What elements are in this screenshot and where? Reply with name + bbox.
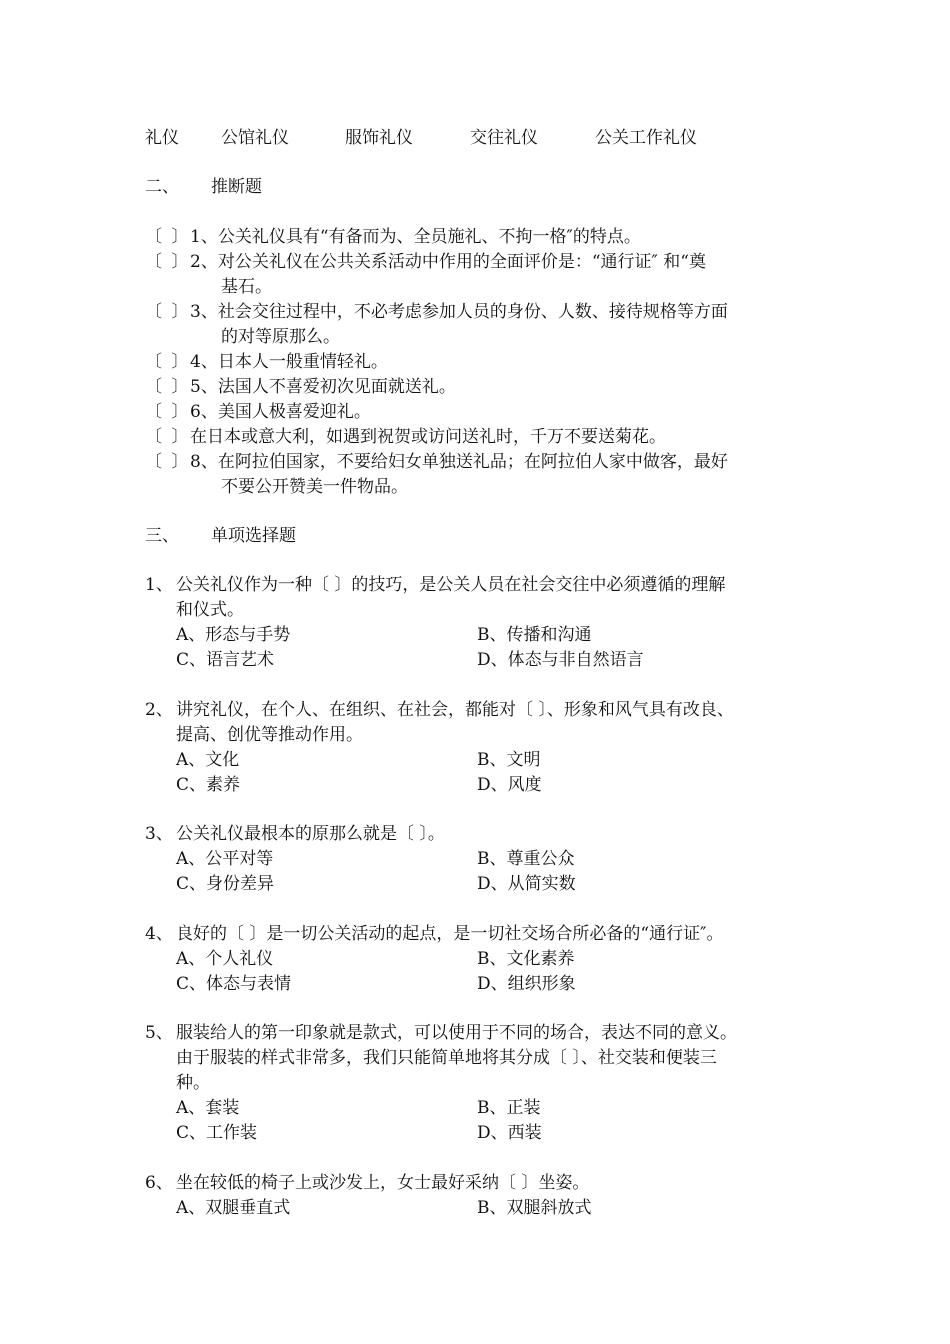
section-title: 单项选择题: [211, 526, 296, 546]
judgment-item: 4、日本人一般重情轻礼。: [190, 352, 388, 372]
answer-bracket: 〔 〕: [145, 427, 191, 447]
question-number: 5、: [145, 1023, 173, 1043]
question-number: 2、: [145, 700, 173, 720]
option-b: B、正装: [477, 1098, 541, 1118]
answer-bracket: 〔 〕: [145, 377, 191, 397]
question-text: 良好的〔 〕是一切公关活动的起点，是一切社交场合所必备的“通行证″。: [176, 924, 724, 944]
option-d: D、组织形象: [477, 974, 576, 994]
question-text: 提高、创优等推动作用。: [176, 725, 363, 745]
question-number: 6、: [145, 1173, 173, 1193]
header-term: 公馆礼仪: [221, 128, 289, 148]
section-number: 三、: [145, 526, 179, 546]
header-term: 交往礼仪: [470, 128, 538, 148]
answer-bracket: 〔 〕: [145, 227, 191, 247]
question-text: 由于服装的样式非常多，我们只能简单地将其分成〔 〕、社交装和便装三: [176, 1048, 717, 1068]
option-b: B、文明: [477, 750, 541, 770]
judgment-item-continued: 不要公开赞美一件物品。: [221, 477, 408, 497]
judgment-item: 3、社会交往过程中，不必考虑参加人员的身份、人数、接待规格等方面: [190, 302, 728, 322]
judgment-item: 6、美国人极喜爱迎礼。: [190, 402, 371, 422]
judgment-item: 在日本或意大利，如遇到祝贺或访问送礼时，千万不要送菊花。: [190, 427, 666, 447]
option-b: B、尊重公众: [477, 849, 575, 869]
answer-bracket: 〔 〕: [145, 452, 191, 472]
option-c: C、语言艺术: [176, 650, 275, 670]
question-text: 服装给人的第一印象就是款式，可以使用于不同的场合，表达不同的意义。: [176, 1023, 737, 1043]
question-text: 公关礼仪最根本的原那么就是〔 〕。: [176, 824, 445, 844]
question-text: 公关礼仪作为一种〔 〕的技巧，是公关人员在社会交往中必须遵循的理解: [176, 575, 726, 595]
question-number: 1、: [145, 575, 173, 595]
judgment-item: 1、公关礼仪具有“有备而为、全员施礼、不拘一格″的特点。: [190, 227, 641, 247]
question-text: 讲究礼仪，在个人、在组织、在社会，都能对〔 〕、形象和风气具有改良、: [176, 700, 734, 720]
option-b: B、文化素养: [477, 949, 575, 969]
header-term: 服饰礼仪: [345, 128, 413, 148]
header-term: 公关工作礼仪: [595, 128, 697, 148]
judgment-item-continued: 的对等原那么。: [221, 327, 340, 347]
question-text: 坐在较低的椅子上或沙发上，女士最好采纳〔 〕坐姿。: [176, 1173, 590, 1193]
option-a: A、公平对等: [176, 849, 274, 869]
option-a: A、套装: [176, 1098, 240, 1118]
judgment-item: 5、法国人不喜爱初次见面就送礼。: [190, 377, 456, 397]
answer-bracket: 〔 〕: [145, 352, 191, 372]
judgment-item: 2、对公关礼仪在公共关系活动中作用的全面评价是：“通行证″ 和“奠: [190, 252, 706, 272]
judgment-item: 8、在阿拉伯国家，不要给妇女单独送礼品；在阿拉伯人家中做客，最好: [190, 452, 728, 472]
option-c: C、工作装: [176, 1123, 258, 1143]
option-c: C、体态与表情: [176, 974, 292, 994]
option-d: D、从简实数: [477, 874, 576, 894]
option-a: A、个人礼仪: [176, 949, 274, 969]
section-number: 二、: [145, 177, 179, 197]
answer-bracket: 〔 〕: [145, 302, 191, 322]
section-title: 推断题: [211, 177, 262, 197]
option-b: B、传播和沟通: [477, 625, 592, 645]
option-d: D、体态与非自然语言: [477, 650, 644, 670]
question-number: 4、: [145, 924, 173, 944]
judgment-item-continued: 基石。: [221, 277, 272, 297]
option-c: C、素养: [176, 775, 241, 795]
question-text: 种。: [176, 1073, 210, 1093]
question-text: 和仪式。: [176, 600, 244, 620]
option-d: D、西装: [477, 1123, 542, 1143]
answer-bracket: 〔 〕: [145, 402, 191, 422]
question-number: 3、: [145, 824, 173, 844]
option-b: B、双腿斜放式: [477, 1198, 592, 1218]
header-term: 礼仪: [145, 128, 179, 148]
option-a: A、文化: [176, 750, 240, 770]
answer-bracket: 〔 〕: [145, 252, 191, 272]
option-a: A、双腿垂直式: [176, 1198, 291, 1218]
option-d: D、风度: [477, 775, 542, 795]
option-a: A、形态与手势: [176, 625, 291, 645]
option-c: C、身份差异: [176, 874, 275, 894]
